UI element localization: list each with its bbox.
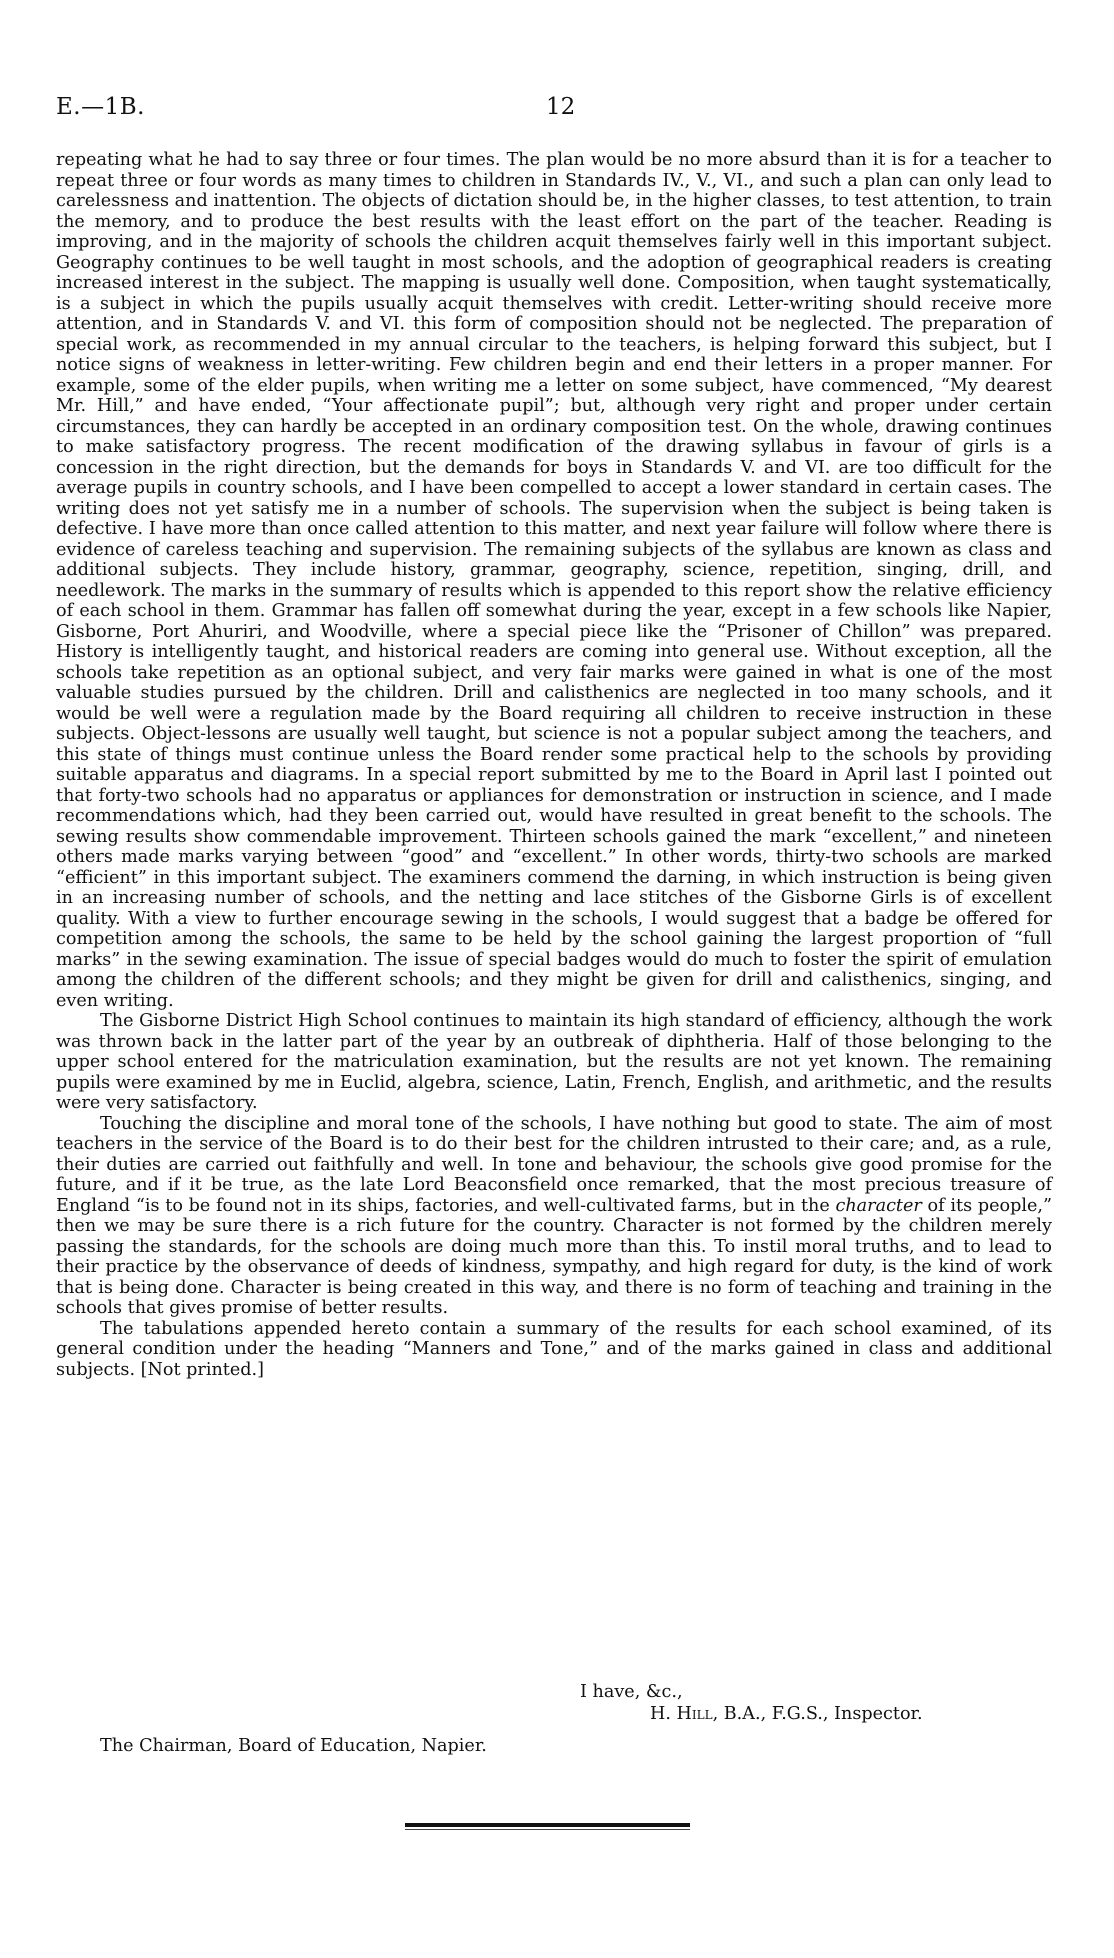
signature-initial: H. [650,1704,677,1724]
paragraph-discipline [56,1114,1052,1319]
page-header [56,94,1056,126]
paragraph-tabulations: The tabulations appended hereto contain a summary of the results for each school examined, of its general condition under the heading “Manners and Tone,” and of the marks gained in class and additional subjects. [Not printed.] [56,1318,1052,1380]
paragraph-discipline-text: Touching the discipline and moral tone of the schools, I have nothing but good to state. The aim of most teachers in the service of the Board is to do their best for the children intrusted to their care; and, as a rule, their duties are carried out faithfully and well. In tone and behaviour, the schools give good promise for the future, and if it be true, as the late Lord Beaconsfield once remarked, that the most precious treasure of England “is to be found not in its ships, factories, and well-cultivated farms, but in the [56,1113,1052,1216]
end-rule [405,1823,690,1827]
document-reference: E.—1B. [56,94,145,120]
paragraph-discipline-tail: of its people,” then we may be sure there is a rich future for the country. Character is not formed by the children merely passing the standards, for the schools are doing much more than this. To instil moral truths, and to lead to their practice by the observance of deeds of kindness, sympathy, and high regard for duty, is the kind of work that is being done. Character is being created in this way, and there is no form of teaching and training in the schools that gives promise of better results. [56,1195,1052,1318]
paragraph-continued: repeating what he had to say three or four times. The plan would be no more absurd than it is for a teacher to repeat three or four words as many times to children in Standards IV., V., VI., and such a plan can only lead to carelessness and inattention. The objects of dictation should be, in the higher classes, to test attention, to train the memory, and to produce the best results with the least effort on the part of the teacher. Reading is improving, and in the majority of schools the children acquit themselves fairly well in this important subject. Geography continues to be well taught in most schools, and the adoption of geographical readers is creating increased interest in the subject. The mapping is usually well done. Composition, when taught systematically, is a subject in which the pupils usually acquit themselves with credit. Letter-writing should receive more attention, and in Standards V. and VI. this form of composition should not be neglected. The preparation of special work, as recommended in my annual circular to the teachers, is helping forward this subject, but I notice signs of weakness in letter-writing. Few children begin and end their letters in a proper manner. For example, some of the elder pupils, when writing me a letter on some subject, have commenced, “My dearest Mr. Hill,” and have ended, “Your affectionate pupil”; but, although very right and proper under certain circumstances, they can hardly be accepted in an ordinary composition test. On the whole, drawing continues to make satisfactory progress. The recent modification of the drawing syllabus in favour of girls is a concession in the right direction, but the demands for boys in Standards V. and VI. are too difficult for the average pupils in country schools, and I have been compelled to accept a lower standard in certain cases. The writing does not yet satisfy me in a number of schools. The supervision when the subject is being taken is defective. I have more than once called attention to this matter, and next year failure will follow where there is evidence of careless teaching and supervision. The remaining subjects of the syllabus are known as class and additional subjects. They include history, grammar, geography, science, repetition, singing, drill, and needlework. The marks in the summary of results which is appended to this report show the relative efficiency of each school in them. Grammar has fallen off somewhat during the year, except in a few schools like Napier, Gisborne, Port Ahuriri, and Woodville, where a special piece like the “Prisoner of Chillon” was prepared. History is intelligently taught, and historical readers are coming into general use. Without exception, all the schools take repetition as an optional subject, and very fair marks were gained in what is one of the most valuable studies pursued by the children. Drill and calisthenics are neglected in too many schools, and it would be well were a regulation made by the Board requiring all children to receive instruction in these subjects. Object-lessons are usually well taught, but science is not a popular subject among the teachers, and this state of things must continue unless the Board render some practical help to the schools by providing suitable apparatus and diagrams. In a special report submitted by me to the Board in April last I pointed out that forty-two schools had no apparatus or appliances for demonstration or instruction in science, and I made recommendations which, had they been carried out, would have resulted in great benefit to the schools. The sewing results show commendable improvement. Thirteen schools gained the mark “excellent,” and nineteen others made marks varying between “good” and “excellent.” In other words, thirty-two schools are marked “efficient” in this important subject. The examiners commend the darning, in which instruction is being given in an increasing number of schools, and the netting and lace stitches of the Gisborne Girls is of excellent quality. With a view to further encourage sewing in the schools, I would suggest that a badge be offered for competition among the schools, the same to be held by the school gaining the largest proportion of “full marks” in the sewing examination. The issue of special badges would do much to foster the spirit of emulation among the children of the different schools; and they might be given for drill and calisthenics, singing, and even writing. [56,150,1053,1011]
addressee: The Chairman, Board of Education, Napier. [100,1736,487,1756]
report-body [56,150,1052,1380]
page-number: 12 [546,94,576,120]
italic-character: character [835,1195,922,1216]
signature [650,1704,923,1725]
paragraph-district-high-school: The Gisborne District High School continues to maintain its high standard of efficiency, although the work was thrown back in the latter part of the year by an outbreak of diphtheria. Half of those belonging to the upper school entered for the matriculation examination, but the results are not yet known. The remaining pupils were examined by me in Euclid, algebra, science, Latin, French, English, and arithmetic, and the results were very satisfactory. [56,1011,1052,1113]
signature-name: Hill [676,1704,713,1724]
signature-credentials: , B.A., F.G.S., Inspector. [712,1704,923,1724]
closing-salutation: I have, &c., [580,1682,683,1702]
